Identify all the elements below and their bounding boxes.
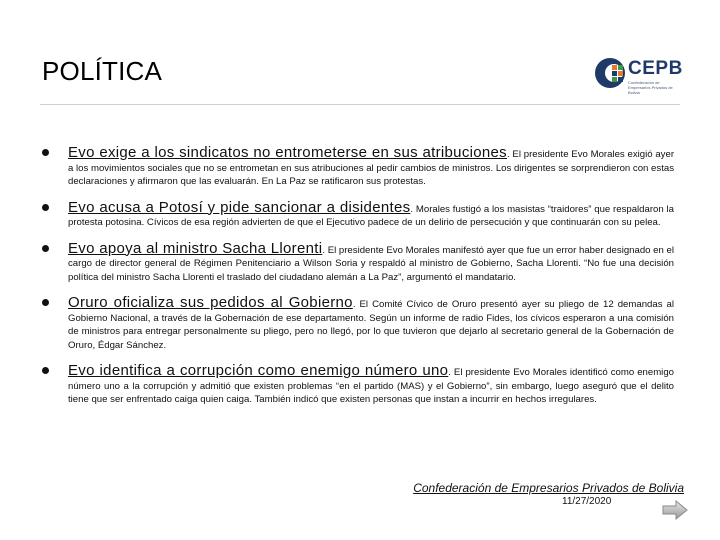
list-item	[40, 296, 674, 352]
item-body: . El Comité Cívico de Oruro presentó ayer su pliego de 12 demandas al Gobierno Nacional, a través de la Gobernación de ese departamento. Según un informe de radio Fides, los cívicos esperaron a una comisión de ministros para entregar personalmente su pliego, pero no llegó, por lo que tuvieron que dejarlo al secretario general de la Gobernación de Oruro, Édgar Sánchez.	[68, 299, 674, 351]
list-item	[40, 146, 674, 189]
item-headline[interactable]: Evo exige a los sindicatos no entrometerse en sus atribuciones	[68, 144, 507, 161]
right-arrow-icon[interactable]	[662, 500, 688, 520]
bullet-icon	[42, 367, 49, 374]
bullet-icon	[42, 204, 49, 211]
bullet-icon	[42, 245, 49, 252]
item-headline[interactable]: Evo apoya al ministro Sacha Llorenti	[68, 239, 323, 257]
list-item	[40, 364, 674, 407]
page-title: POLÍTICA	[42, 56, 163, 86]
bullet-icon	[42, 149, 49, 156]
item-body: . El presidente Evo Morales manifestó ayer que fue un error haber designado en el cargo de director general de Régimen Penitenciario a Wilson Soria y respaldó al ministro de Gobierno, Sacha Llorenti. “No fue una decisión política del ministro Sacha Llorenti el traslado del ciudadano alemán a La Paz”, argumentó el mandatario.	[68, 244, 674, 283]
bullet-icon	[42, 299, 49, 306]
footer-date: 11/27/2020	[562, 496, 612, 507]
logo-wordmark: CEPB	[628, 58, 683, 79]
footer-organization: Confederación de Empresarios Privados de Bolivia	[413, 481, 684, 495]
item-body: . El presidente Evo Morales exigió ayer a los movimientos sociales que no se entrometan en sus atribuciones al pedir cambios de ministros. Los dirigentes se sorprendieron con estas declaraciones y afirmaron que las evaluarán. En La Paz se ratificaron sus protestas.	[68, 149, 675, 187]
list-item	[40, 198, 674, 230]
item-headline[interactable]: Oruro oficializa sus pedidos al Gobierno	[68, 294, 353, 311]
item-body: . El presidente Evo Morales identificó como enemigo número uno a la corrupción y admitió que existen problemas “en el partido (MAS) y el Gobierno”, sin embargo, luego aseguró que el delito tiene que ser enfrentado caiga quien caiga. También indicó que existen personas que instan a incurrir en hechos irregulares.	[68, 367, 674, 405]
item-headline[interactable]: Evo identifica a corrupción como enemigo número uno	[68, 362, 449, 379]
item-body: . Morales fustigó a los masistas “traidores” que respaldaron la protesta potosina. Cívicos de esa región advierten de que el Ejecutivo padece de un delirio de persecución y que continuarán con su pelea.	[68, 203, 674, 228]
news-list	[40, 146, 674, 419]
title-divider	[40, 104, 680, 105]
item-headline[interactable]: Evo acusa a Potosí y pide sancionar a disidentes	[68, 198, 411, 216]
list-item	[40, 239, 674, 285]
logo-subtitle: Confederación de Empresarios Privados de Bolivia	[628, 80, 673, 95]
